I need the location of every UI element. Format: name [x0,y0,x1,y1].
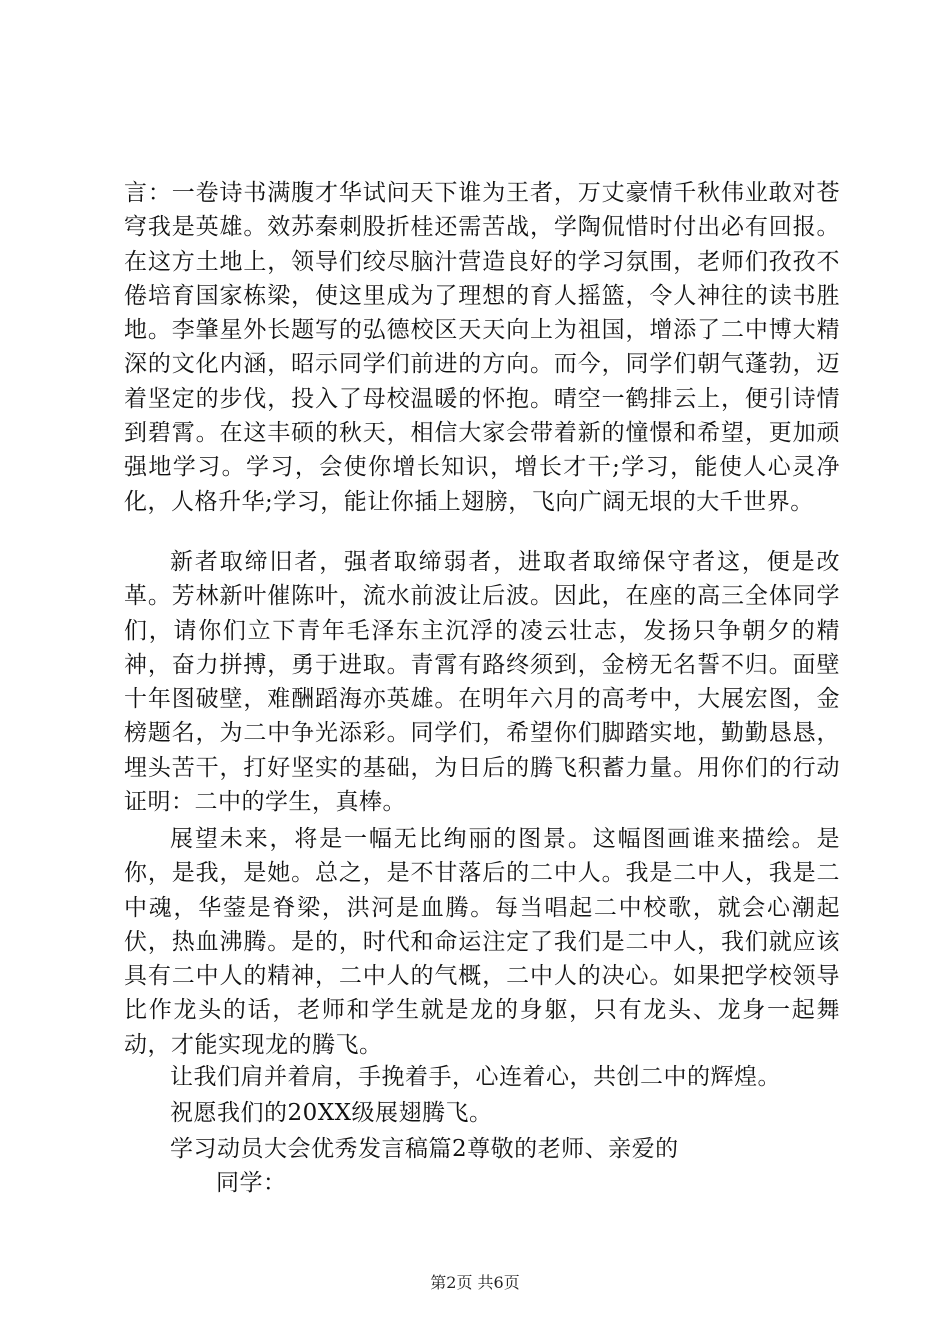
next-article-salutation: 同学： [216,1170,287,1197]
next-article-heading [124,1132,840,1201]
paragraph-4: 让我们肩并着肩，手挽着手，心连着心，共创二中的辉煌。 [170,1064,781,1090]
paragraph-2: 新者取缔旧者，强者取缔弱者，进取者取缔保守者这，便是改革。芳林新叶催陈叶，流水前波让后波。因此，在座的高三全体同学们，请你们立下青年毛泽东主沉浮的凌云壮志，发扬只争朝夕的精神，奋力拼搏，勇于进取。青霄有路终须到，金榜无名誓不归。面壁十年图破壁，难酬蹈海亦英雄。在明年六月的高考中，大展宏图，金榜题名，为二中争光添彩。同学们，希望你们脚踏实地，勤勤恳恳，埋头苦干，打好坚实的基础，为日后的腾飞积蓄力量。用你们的行动证明：二中的学生，真棒。 [124,549,840,816]
closing-wish: 祝愿我们的20XX级展翅腾飞。 [170,1100,493,1126]
next-article-title: 学习动员大会优秀发言稿篇2尊敬的老师、亲爱的 [170,1136,679,1162]
paragraph-1: 言：一卷诗书满腹才华试问天下谁为王者，万丈豪情千秋伟业敢对苍穹我是英雄。效苏秦刺股折桂还需苦战，学陶侃惜时付出必有回报。在这方土地上，领导们绞尽脑汁营造良好的学习氛围，老师们孜孜不倦培育国家栋梁，使这里成为了理想的育人摇篮，令人神往的读书胜地。李肇星外长题写的弘德校区天天向上为祖国，增添了二中博大精深的文化内涵，昭示同学们前进的方向。而今，同学们朝气蓬勃，迈着坚定的步伐，投入了母校温暖的怀抱。晴空一鹤排云上，便引诗情到碧霄。在这丰硕的秋天，相信大家会带着新的憧憬和希望，更加顽强地学习。学习，会使你增长知识，增长才干;学习，能使人心灵净化，人格升华;学习，能让你插上翅膀，飞向广阔无垠的大千世界。 [124,180,840,515]
page-footer: 第2页 共6页 [430,1273,520,1292]
paragraph-3: 展望未来，将是一幅无比绚丽的图景。这幅图画谁来描绘。是你，是我，是她。总之，是不甘落后的二中人。我是二中人，我是二中魂，华蓥是脊梁，洪河是血腾。每当唱起二中校歌，就会心潮起伏，热血沸腾。是的，时代和命运注定了我们是二中人，我们就应该具有二中人的精神，二中人的气概，二中人的决心。如果把学校领导比作龙头的话，老师和学生就是龙的身躯，只有龙头、龙身一起舞动，才能实现龙的腾飞。 [124,826,840,1058]
